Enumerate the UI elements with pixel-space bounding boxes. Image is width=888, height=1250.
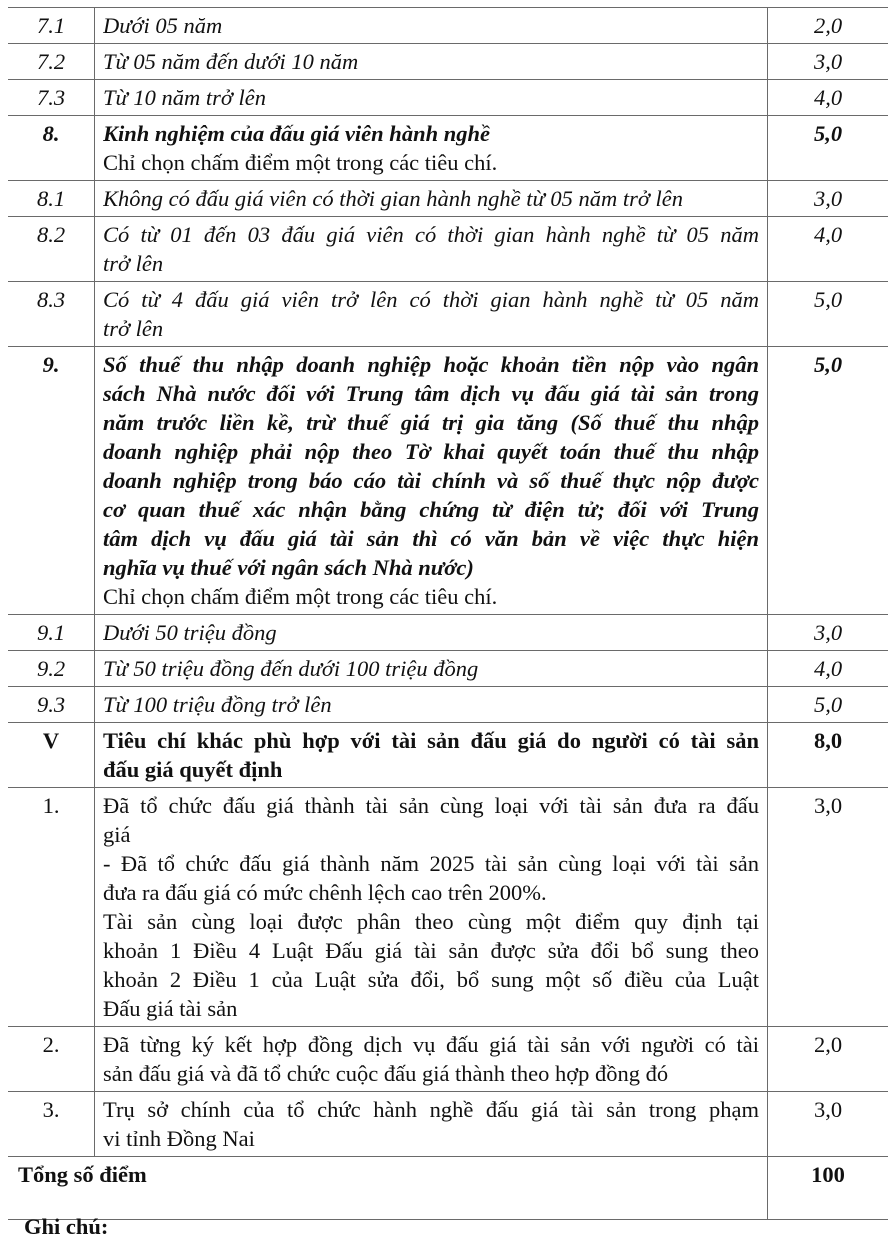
criterion-text [95, 1027, 768, 1092]
criterion-text [95, 788, 768, 1027]
criterion-text [95, 687, 768, 723]
total-row [8, 1157, 888, 1220]
criterion-text-line: trở lên [103, 316, 164, 341]
criterion-text [95, 8, 768, 44]
criterion-text-line: tâm dịch vụ đấu giá tài sản thì có văn bản về việc thực hiện [103, 526, 759, 551]
criterion-score: 5,0 [768, 116, 888, 181]
criterion-text-line: Không có đấu giá viên có thời gian hành nghề từ 05 năm trở lên [103, 186, 683, 211]
criterion-score: 5,0 [768, 282, 888, 347]
criterion-score: 4,0 [768, 651, 888, 687]
criterion-text-line: khoản 1 Điều 4 Luật Đấu giá tài sản được sửa đổi bổ sung theo [103, 938, 759, 963]
table-row [8, 723, 888, 788]
criterion-text-line: Dưới 50 triệu đồng [103, 620, 277, 645]
criterion-number: 3. [8, 1092, 95, 1157]
table-row [8, 687, 888, 723]
criterion-text [95, 1092, 768, 1157]
total-score: 100 [768, 1157, 888, 1220]
criterion-number: 1. [8, 788, 95, 1027]
table-row [8, 282, 888, 347]
criterion-score: 3,0 [768, 1092, 888, 1157]
criterion-text-line: Từ 50 triệu đồng đến dưới 100 triệu đồng [103, 656, 479, 681]
criterion-text-line: Trụ sở chính của tổ chức hành nghề đấu giá tài sản trong phạm [103, 1097, 759, 1122]
criterion-text [95, 723, 768, 788]
criterion-text-line: năm trước liền kề, trừ thuế giá trị gia tăng (Số thuế thu nhập [103, 410, 759, 435]
table-row [8, 217, 888, 282]
criterion-score: 3,0 [768, 181, 888, 217]
criterion-text [95, 282, 768, 347]
criterion-score: 4,0 [768, 80, 888, 116]
criterion-text [95, 651, 768, 687]
criterion-number: 8.2 [8, 217, 95, 282]
table-row [8, 347, 888, 615]
criterion-text-line: giá [103, 822, 131, 847]
criterion-text [95, 181, 768, 217]
criterion-number: 2. [8, 1027, 95, 1092]
criterion-text-line: Kinh nghiệm của đấu giá viên hành nghề [103, 121, 490, 146]
criterion-text-line: - Đã tổ chức đấu giá thành năm 2025 tài sản cùng loại với tài sản [103, 851, 759, 876]
criterion-number: 7.3 [8, 80, 95, 116]
criterion-number: 8.3 [8, 282, 95, 347]
criterion-number: 7.2 [8, 44, 95, 80]
table-row [8, 80, 888, 116]
criterion-text-line: Từ 05 năm đến dưới 10 năm [103, 49, 359, 74]
criterion-text-line: cơ quan thuế xác nhận bằng chứng từ điện tử; đối với Trung [103, 497, 759, 522]
criterion-text [95, 615, 768, 651]
criterion-text-line: vi tỉnh Đồng Nai [103, 1126, 255, 1151]
criterion-number: 9. [8, 347, 95, 615]
criterion-score: 3,0 [768, 788, 888, 1027]
table-row [8, 1027, 888, 1092]
note-heading: Ghi chú: [24, 1214, 109, 1239]
criterion-text-line: doanh nghiệp trong báo cáo tài chính và số thuế thực nộp được [103, 468, 759, 493]
criterion-text [95, 116, 768, 181]
table-row [8, 116, 888, 181]
criterion-text-line: Số thuế thu nhập doanh nghiệp hoặc khoản tiền nộp vào ngân [103, 352, 759, 377]
table-row [8, 44, 888, 80]
criterion-score: 2,0 [768, 8, 888, 44]
criterion-text [95, 80, 768, 116]
criterion-number: 9.2 [8, 651, 95, 687]
criterion-text-line: Chỉ chọn chấm điểm một trong các tiêu chí. [103, 150, 498, 175]
criterion-number: 9.1 [8, 615, 95, 651]
criterion-text-line: Có từ 4 đấu giá viên trở lên có thời gian hành nghề từ 05 năm [103, 287, 759, 312]
table-row [8, 1092, 888, 1157]
criterion-score: 3,0 [768, 44, 888, 80]
criterion-score: 3,0 [768, 615, 888, 651]
criterion-text-line: sản đấu giá và đã tổ chức cuộc đấu giá thành theo hợp đồng đó [103, 1061, 669, 1086]
criterion-text [95, 44, 768, 80]
criterion-text-line: Đã tổ chức đấu giá thành tài sản cùng loại với tài sản đưa ra đấu [103, 793, 759, 818]
criterion-text-line: Chỉ chọn chấm điểm một trong các tiêu chí. [103, 584, 498, 609]
criterion-text-line: đưa ra đấu giá có mức chênh lệch cao trên 200%. [103, 880, 547, 905]
criterion-text-line: sách Nhà nước đối với Trung tâm dịch vụ đấu giá tài sản trong [103, 381, 759, 406]
criterion-text-line: Tài sản cùng loại được phân theo cùng một điểm quy định tại [103, 909, 759, 934]
criterion-text-line: doanh nghiệp phải nộp theo Tờ khai quyết toán thuế thu nhập [103, 439, 759, 464]
total-label: Tổng số điểm [8, 1157, 768, 1220]
criterion-text-line: Từ 10 năm trở lên [103, 85, 267, 110]
criterion-number: V [8, 723, 95, 788]
criterion-text-line: trở lên [103, 251, 164, 276]
criterion-text [95, 347, 768, 615]
criterion-text-line: khoản 2 Điều 1 của Luật sửa đổi, bổ sung một số điều của Luật [103, 967, 759, 992]
criterion-number: 7.1 [8, 8, 95, 44]
criterion-text-line: Dưới 05 năm [103, 13, 223, 38]
criterion-text-line: Tiêu chí khác phù hợp với tài sản đấu giá do người có tài sản [103, 728, 759, 753]
criterion-text-line: đấu giá quyết định [103, 757, 283, 782]
criterion-number: 8. [8, 116, 95, 181]
criterion-score: 5,0 [768, 687, 888, 723]
criterion-text [95, 217, 768, 282]
table-row [8, 615, 888, 651]
criterion-score: 4,0 [768, 217, 888, 282]
criterion-number: 8.1 [8, 181, 95, 217]
criterion-score: 5,0 [768, 347, 888, 615]
criterion-text-line: Đã từng ký kết hợp đồng dịch vụ đấu giá tài sản với người có tài [103, 1032, 759, 1057]
criterion-text-line: Đấu giá tài sản [103, 996, 238, 1021]
table-row [8, 181, 888, 217]
criterion-number: 9.3 [8, 687, 95, 723]
table-row [8, 8, 888, 44]
scoring-table [8, 7, 888, 1220]
table-row [8, 788, 888, 1027]
table-row [8, 651, 888, 687]
criterion-text-line: nghĩa vụ thuế với ngân sách Nhà nước) [103, 555, 474, 580]
criterion-score: 2,0 [768, 1027, 888, 1092]
criterion-text-line: Từ 100 triệu đồng trở lên [103, 692, 332, 717]
criterion-text-line: Có từ 01 đến 03 đấu giá viên có thời gian hành nghề từ 05 năm [103, 222, 759, 247]
criterion-score: 8,0 [768, 723, 888, 788]
